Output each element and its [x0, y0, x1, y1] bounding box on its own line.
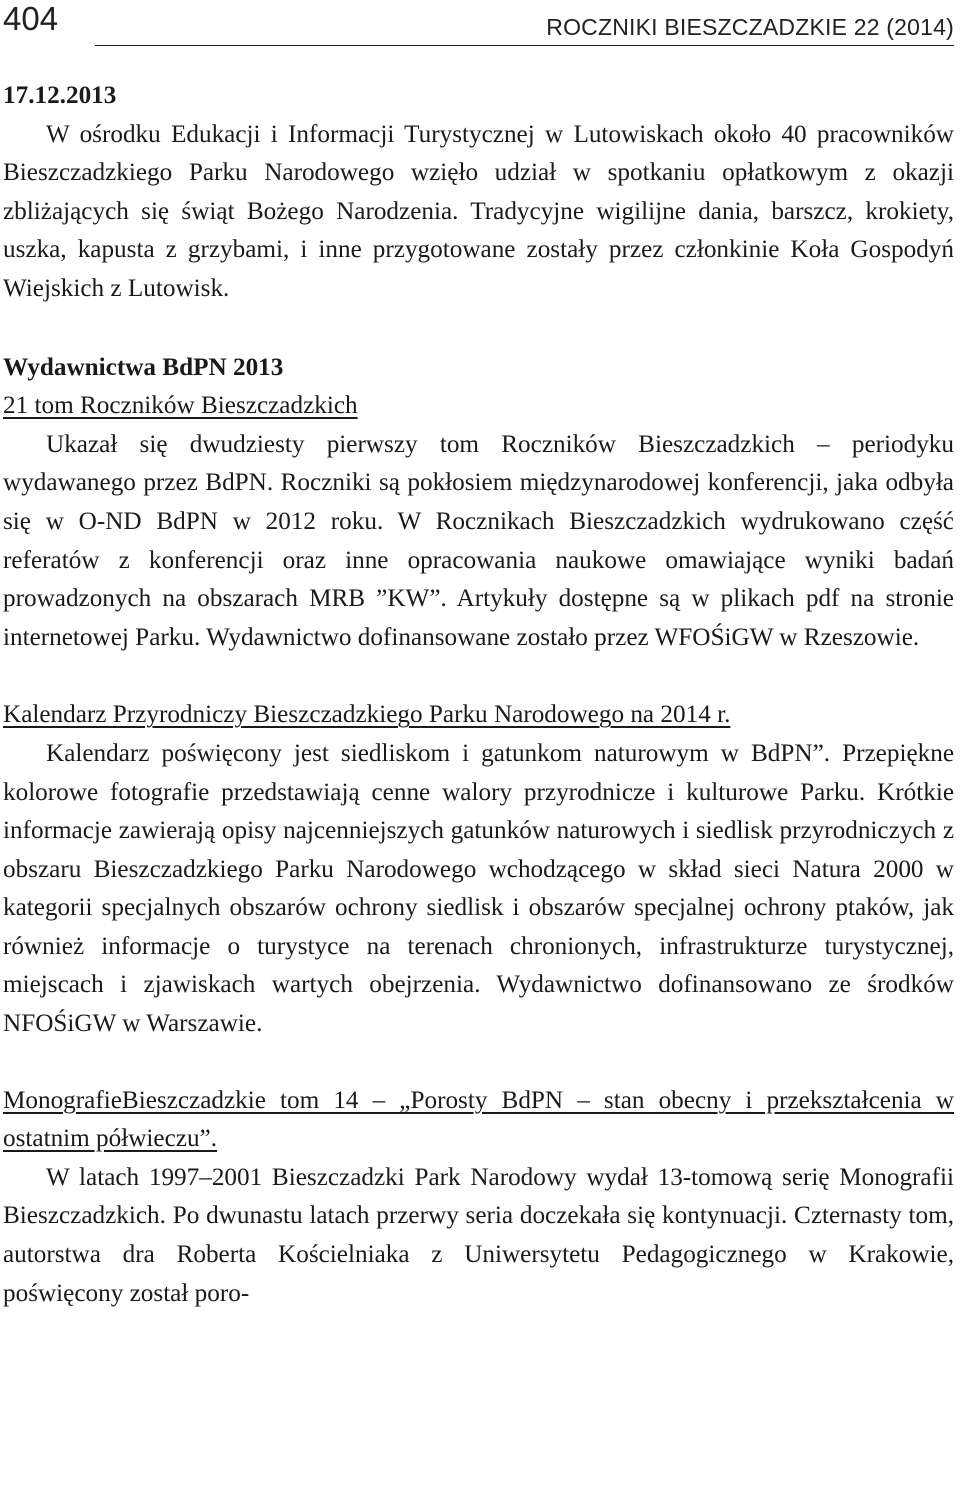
calendar-heading: Kalendarz Przyrodniczy Bieszczadzkiego Parku Narodowego na 2014 r. — [3, 701, 731, 729]
monographs-section — [3, 1082, 954, 1314]
header-rule — [95, 45, 954, 46]
running-title: ROCZNIKI BIESZCZADZKIE 22 (2014) — [546, 14, 954, 40]
yearbook-subheading: 21 tom Roczników Bieszczadzkich — [3, 392, 358, 420]
calendar-section — [3, 696, 954, 1043]
publications-section — [3, 349, 954, 658]
page-number: 404 — [3, 0, 59, 37]
calendar-paragraph: Kalendarz poświęcony jest siedliskom i gatunkom naturowym w BdPN”. Przepiękne kolorowe fotografie przedstawiają cenne walory przyrodnicze i kulturowe Parku. Krótkie informacje zawierają opisy najcenniejszych gatunków naturowych i siedlisk przyrodniczych z obszaru Bieszczadzkiego Parku Narodowego wchodzącego w skład sieci Natura 2000 w kategorii specjalnych obszarów ochrony siedlisk i obszarów specjalnej ochrony ptaków, jak również informacje o turystyce na terenach chronionych, infrastrukturze turystycznej, miejscach i zjawiskach wartych obejrzenia. Wydawnictwo dofinansowano ze środków NFOŚiGW w Warszawie. — [3, 739, 954, 1038]
christmas-meeting-paragraph: W ośrodku Edukacji i Informacji Turystycznej w Lutowiskach około 40 pracowników Bieszczadzkiego Parku Narodowego wzięło udział w spotkaniu opłatkowym z okazji zbliżających się świąt Bożego Narodzenia. Tradycyjne wigilijne dania, barszcz, krokiety, uszka, kapusta z grzybami, i inne przygotowane zostały przez członkinie Koła Gospodyń Wiejskich z Lutowisk. — [3, 120, 954, 302]
yearbook-paragraph: Ukazał się dwudziesty pierwszy tom Roczników Bieszczadzkich – periodyku wydawanego przez BdPN. Roczniki są pokłosiem międzynarodowej konferencji, jaka odbyła się w O-ND BdPN w 2012 roku. W Rocznikach Bieszczadzkich wydrukowano część referatów z konferencji oraz inne opracowania naukowe omawiające wyniki badań prowadzonych na obszarach MRB ”KW”. Artykuły dostępne są w plikach pdf na stronie internetowej Parku. Wydawnictwo dofinansowane zostało przez WFOŚiGW w Rzeszowie. — [3, 430, 954, 651]
monographs-heading: MonografieBieszczadzkie tom 14 – „Porosty BdPN – stan obecny i przekształcenia w ostatnim półwieczu”. — [3, 1086, 954, 1153]
document-page — [3, 0, 954, 1313]
publications-heading: Wydawnictwa BdPN 2013 — [3, 353, 284, 381]
christmas-meeting-section — [3, 77, 954, 309]
entry-date: 17.12.2013 — [3, 82, 117, 109]
page-header — [3, 0, 954, 48]
monographs-paragraph: W latach 1997–2001 Bieszczadzki Park Narodowy wydał 13-tomową serię Monografii Bieszczadzkich. Po dwunastu latach przerwy seria doczekała się kontynuacji. Czternasty tom, autorstwa dra Roberta Kościelniaka z Uniwersytetu Pedagogicznego w Krakowie, poświęcony został poro- — [3, 1163, 954, 1307]
